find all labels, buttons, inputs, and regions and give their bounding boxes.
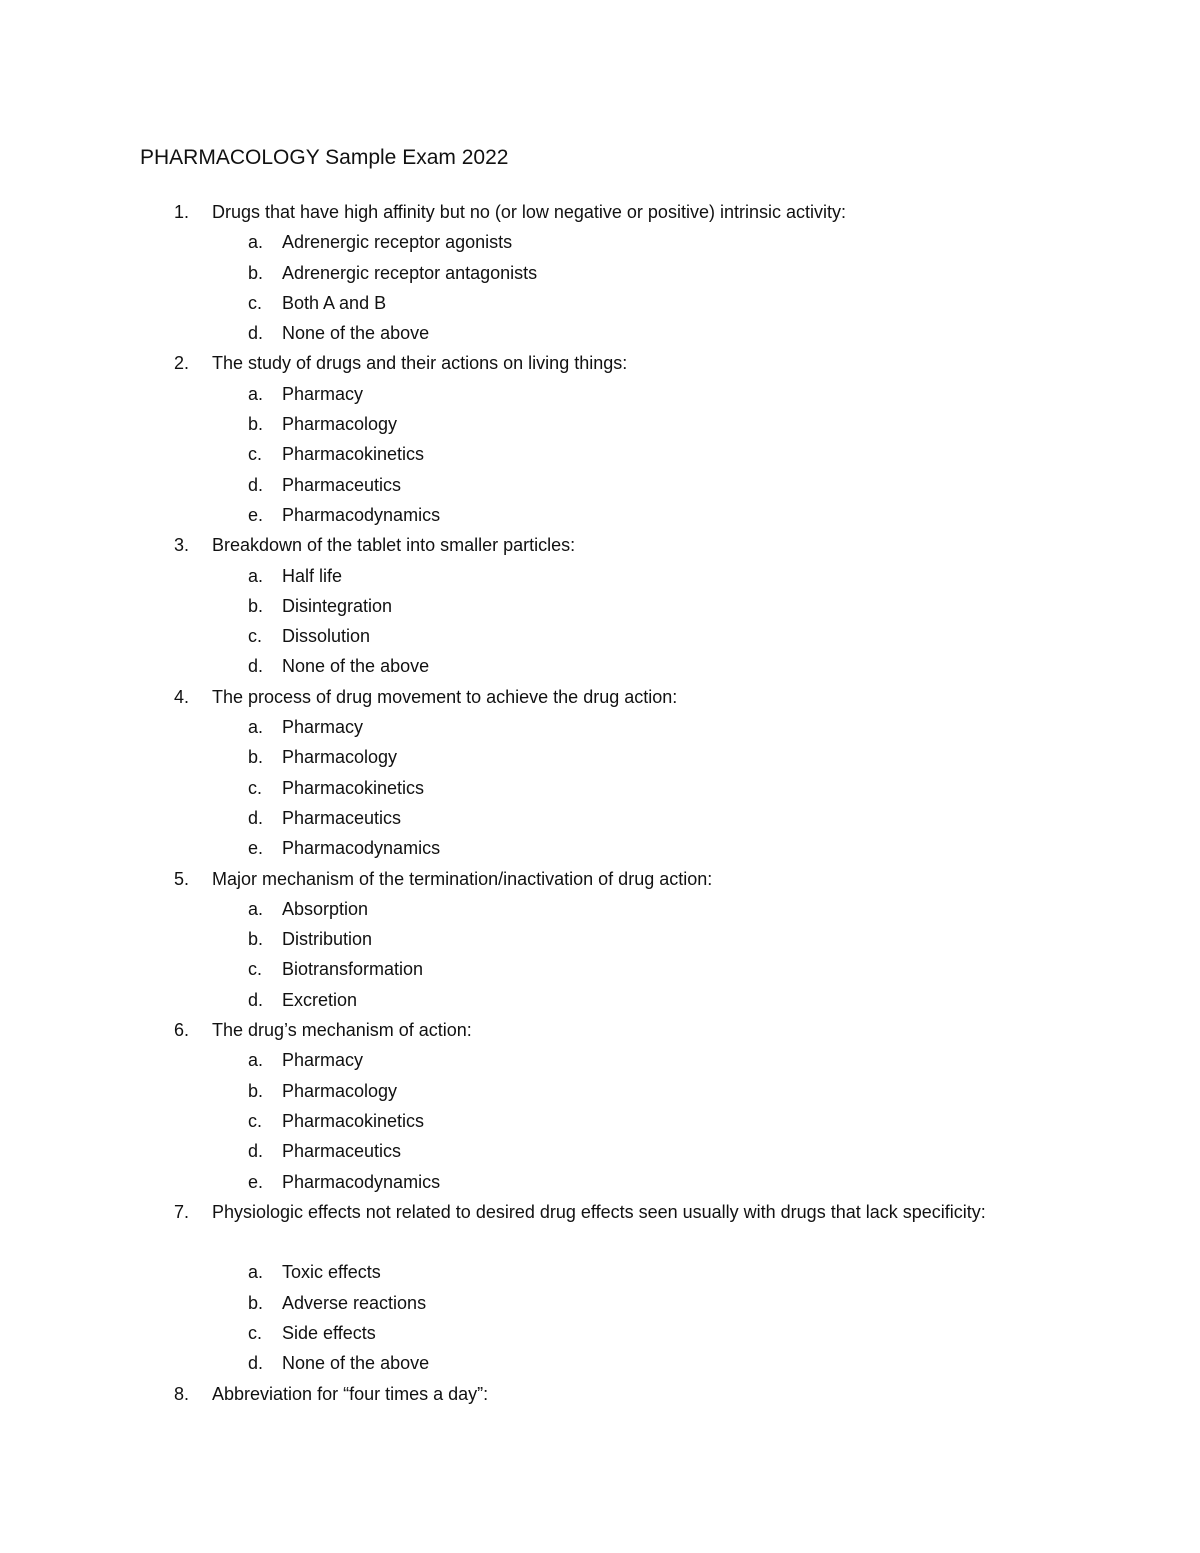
answer-option (0, 742, 1200, 772)
answer-option (0, 561, 1200, 591)
question-text: Breakdown of the tablet into smaller particles: (212, 535, 576, 556)
question-item (0, 1015, 1200, 1197)
option-letter: d. (248, 1353, 264, 1374)
option-letter: d. (248, 1141, 264, 1162)
answer-option (0, 409, 1200, 439)
option-text: Pharmaceutics (282, 807, 402, 828)
option-text: Pharmacy (282, 1050, 364, 1071)
option-text: None of the above (282, 323, 430, 344)
option-letter: c. (248, 959, 263, 980)
answer-option (0, 924, 1200, 954)
answer-option (0, 985, 1200, 1015)
answer-option (0, 833, 1200, 863)
answer-option (0, 1136, 1200, 1166)
option-letter: d. (248, 656, 264, 677)
option-text: Distribution (282, 929, 373, 950)
question-text: Abbreviation for “four times a day”: (212, 1383, 489, 1404)
question-item (0, 348, 1200, 530)
option-letter: e. (248, 504, 264, 525)
option-letter: c. (248, 444, 263, 465)
answer-option (0, 500, 1200, 530)
option-letter: b. (248, 1080, 264, 1101)
option-text: Pharmaceutics (282, 474, 402, 495)
answer-option (0, 621, 1200, 651)
question-row (0, 1015, 1200, 1045)
option-letter: b. (248, 595, 264, 616)
option-list (0, 561, 1200, 682)
answer-option (0, 712, 1200, 742)
option-list (0, 1257, 1200, 1378)
question-item (0, 682, 1200, 864)
question-number: 3. (174, 535, 190, 556)
option-text: Adrenergic receptor agonists (282, 232, 513, 253)
answer-option (0, 651, 1200, 681)
question-item (0, 197, 1200, 348)
option-letter: e. (248, 1171, 264, 1192)
answer-option (0, 288, 1200, 318)
option-letter: d. (248, 474, 264, 495)
option-list (0, 712, 1200, 863)
option-text: None of the above (282, 656, 430, 677)
option-list (0, 227, 1200, 348)
option-letter: c. (248, 777, 263, 798)
answer-option (0, 803, 1200, 833)
option-text: None of the above (282, 1353, 430, 1374)
option-text: Pharmacodynamics (282, 838, 441, 859)
answer-option (0, 1076, 1200, 1106)
option-text: Excretion (282, 989, 358, 1010)
option-letter: d. (248, 989, 264, 1010)
option-letter: c. (248, 1322, 263, 1343)
option-text: Pharmacodynamics (282, 504, 441, 525)
question-item (0, 1197, 1200, 1379)
option-letter: a. (248, 232, 264, 253)
option-text: Pharmacokinetics (282, 444, 425, 465)
answer-option (0, 1167, 1200, 1197)
question-row (0, 682, 1200, 712)
option-text: Pharmacology (282, 414, 398, 435)
question-number: 1. (174, 202, 190, 222)
question-row (0, 197, 1200, 227)
option-letter: d. (248, 323, 264, 344)
answer-option (0, 258, 1200, 288)
option-letter: b. (248, 414, 264, 435)
question-number: 4. (174, 686, 190, 707)
answer-option (0, 1288, 1200, 1318)
option-letter: c. (248, 626, 263, 647)
option-letter: e. (248, 838, 264, 859)
question-row (0, 864, 1200, 894)
answer-option (0, 894, 1200, 924)
question-number: 2. (174, 353, 190, 374)
answer-option (0, 470, 1200, 500)
answer-option (0, 954, 1200, 984)
answer-option (0, 379, 1200, 409)
option-letter: b. (248, 747, 264, 768)
exam-title: PHARMACOLOGY Sample Exam 2022 (140, 146, 509, 169)
question-list (0, 197, 1200, 1409)
option-text: Pharmacology (282, 1080, 398, 1101)
question-text: The study of drugs and their actions on living things: (212, 353, 628, 374)
question-row (0, 348, 1200, 378)
option-text: Pharmacy (282, 383, 364, 404)
option-letter: b. (248, 1292, 264, 1313)
question-number: 6. (174, 1020, 190, 1041)
option-text: Both A and B (282, 292, 387, 313)
option-text: Adrenergic receptor antagonists (282, 262, 538, 283)
option-text: Pharmacology (282, 747, 398, 768)
answer-option (0, 1318, 1200, 1348)
option-text: Adverse reactions (282, 1292, 427, 1313)
option-text: Dissolution (282, 626, 371, 647)
option-letter: b. (248, 929, 264, 950)
option-letter: a. (248, 898, 264, 919)
option-list (0, 1045, 1200, 1196)
question-text: The drug’s mechanism of action: (212, 1020, 472, 1041)
option-text: Pharmacokinetics (282, 1110, 425, 1131)
question-text: Drugs that have high affinity but no (or low negative or positive) intrinsic activity: (212, 202, 846, 222)
answer-option (0, 439, 1200, 469)
option-text: Toxic effects (282, 1262, 381, 1283)
question-number: 7. (174, 1201, 190, 1222)
option-letter: a. (248, 1050, 264, 1071)
question-item (0, 1379, 1200, 1409)
option-letter: c. (248, 292, 263, 313)
answer-option (0, 1045, 1200, 1075)
option-letter: d. (248, 807, 264, 828)
option-text: Side effects (282, 1322, 376, 1343)
answer-option (0, 591, 1200, 621)
answer-option (0, 1348, 1200, 1378)
option-list (0, 894, 1200, 1015)
answer-option (0, 318, 1200, 348)
option-letter: a. (248, 383, 264, 404)
question-row (0, 1379, 1200, 1409)
question-row (0, 530, 1200, 560)
question-text: Major mechanism of the termination/inactivation of drug action: (212, 868, 713, 889)
option-letter: b. (248, 262, 264, 283)
option-text: Pharmaceutics (282, 1141, 402, 1162)
option-text: Pharmacokinetics (282, 777, 425, 798)
option-text: Half life (282, 565, 343, 586)
question-number: 8. (174, 1383, 190, 1404)
option-letter: a. (248, 565, 264, 586)
option-letter: c. (248, 1110, 263, 1131)
option-text: Pharmacodynamics (282, 1171, 441, 1192)
question-item (0, 864, 1200, 1015)
question-number: 5. (174, 868, 190, 889)
option-letter: a. (248, 1262, 264, 1283)
question-row (0, 1197, 1200, 1258)
answer-option (0, 773, 1200, 803)
answer-option (0, 1106, 1200, 1136)
option-letter: a. (248, 717, 264, 738)
question-item (0, 530, 1200, 681)
question-text: The process of drug movement to achieve the drug action: (212, 686, 678, 707)
option-text: Biotransformation (282, 959, 424, 980)
answer-option (0, 227, 1200, 257)
option-text: Pharmacy (282, 717, 364, 738)
option-list (0, 379, 1200, 530)
option-text: Absorption (282, 898, 369, 919)
question-text: Physiologic effects not related to desired drug effects seen usually with drugs that lack specificity: (212, 1201, 986, 1222)
answer-option (0, 1257, 1200, 1287)
option-text: Disintegration (282, 595, 393, 616)
